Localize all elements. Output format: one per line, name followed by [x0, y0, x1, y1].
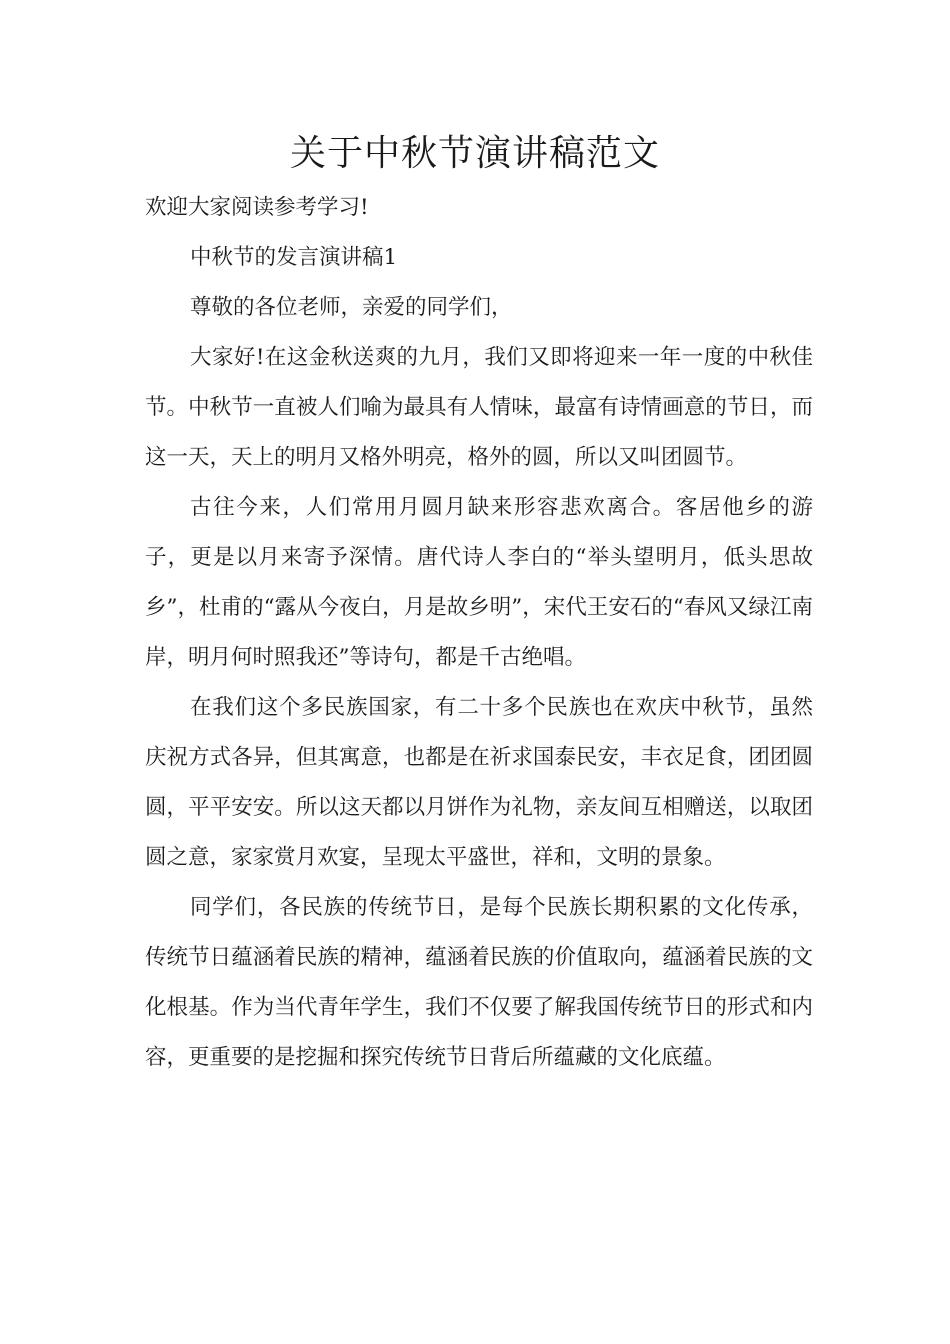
document-title: 关于中秋节演讲稿范文 [289, 133, 660, 174]
paragraph-2: 古往今来，人们常用月圆月缺来形容悲欢离合。客居他乡的游子，更是以月来寄予深情。唐代诗人李白的“举头望明月，低头思故乡”，杜甫的“露从今夜白，月是故乡明”，宋代王安石的“春风又绿江南岸，明月何时照我还”等诗句，都是千古绝唱。 [145, 495, 813, 670]
speech-heading: 中秋节的发言演讲稿1 [190, 245, 398, 270]
paragraph-1: 大家好!在这金秋送爽的九月，我们又即将迎来一年一度的中秋佳节。中秋节一直被人们喻为最具有人情味，最富有诗情画意的节日，而这一天，天上的明月又格外明亮，格外的圆，所以又叫团圆节。 [145, 345, 813, 470]
intro-line: 欢迎大家阅读参考学习! [145, 195, 369, 220]
salutation: 尊敬的各位老师，亲爱的同学们， [190, 295, 513, 320]
paragraph-4: 同学们，各民族的传统节日，是每个民族长期积累的文化传承，传统节日蕴涵着民族的精神，蕴涵着民族的价值取向，蕴涵着民族的文化根基。作为当代青年学生，我们不仅要了解我国传统节日的形式和内容，更重要的是挖掘和探究传统节日背后所蕴藏的文化底蕴。 [145, 895, 813, 1070]
paragraph-3: 在我们这个多民族国家，有二十多个民族也在欢庆中秋节，虽然庆祝方式各异，但其寓意，也都是在祈求国泰民安，丰衣足食，团团圆圆，平平安安。所以这天都以月饼作为礼物，亲友间互相赠送，以取团圆之意，家家赏月欢宴，呈现太平盛世，祥和，文明的景象。 [145, 695, 813, 870]
document-body [145, 183, 813, 1083]
